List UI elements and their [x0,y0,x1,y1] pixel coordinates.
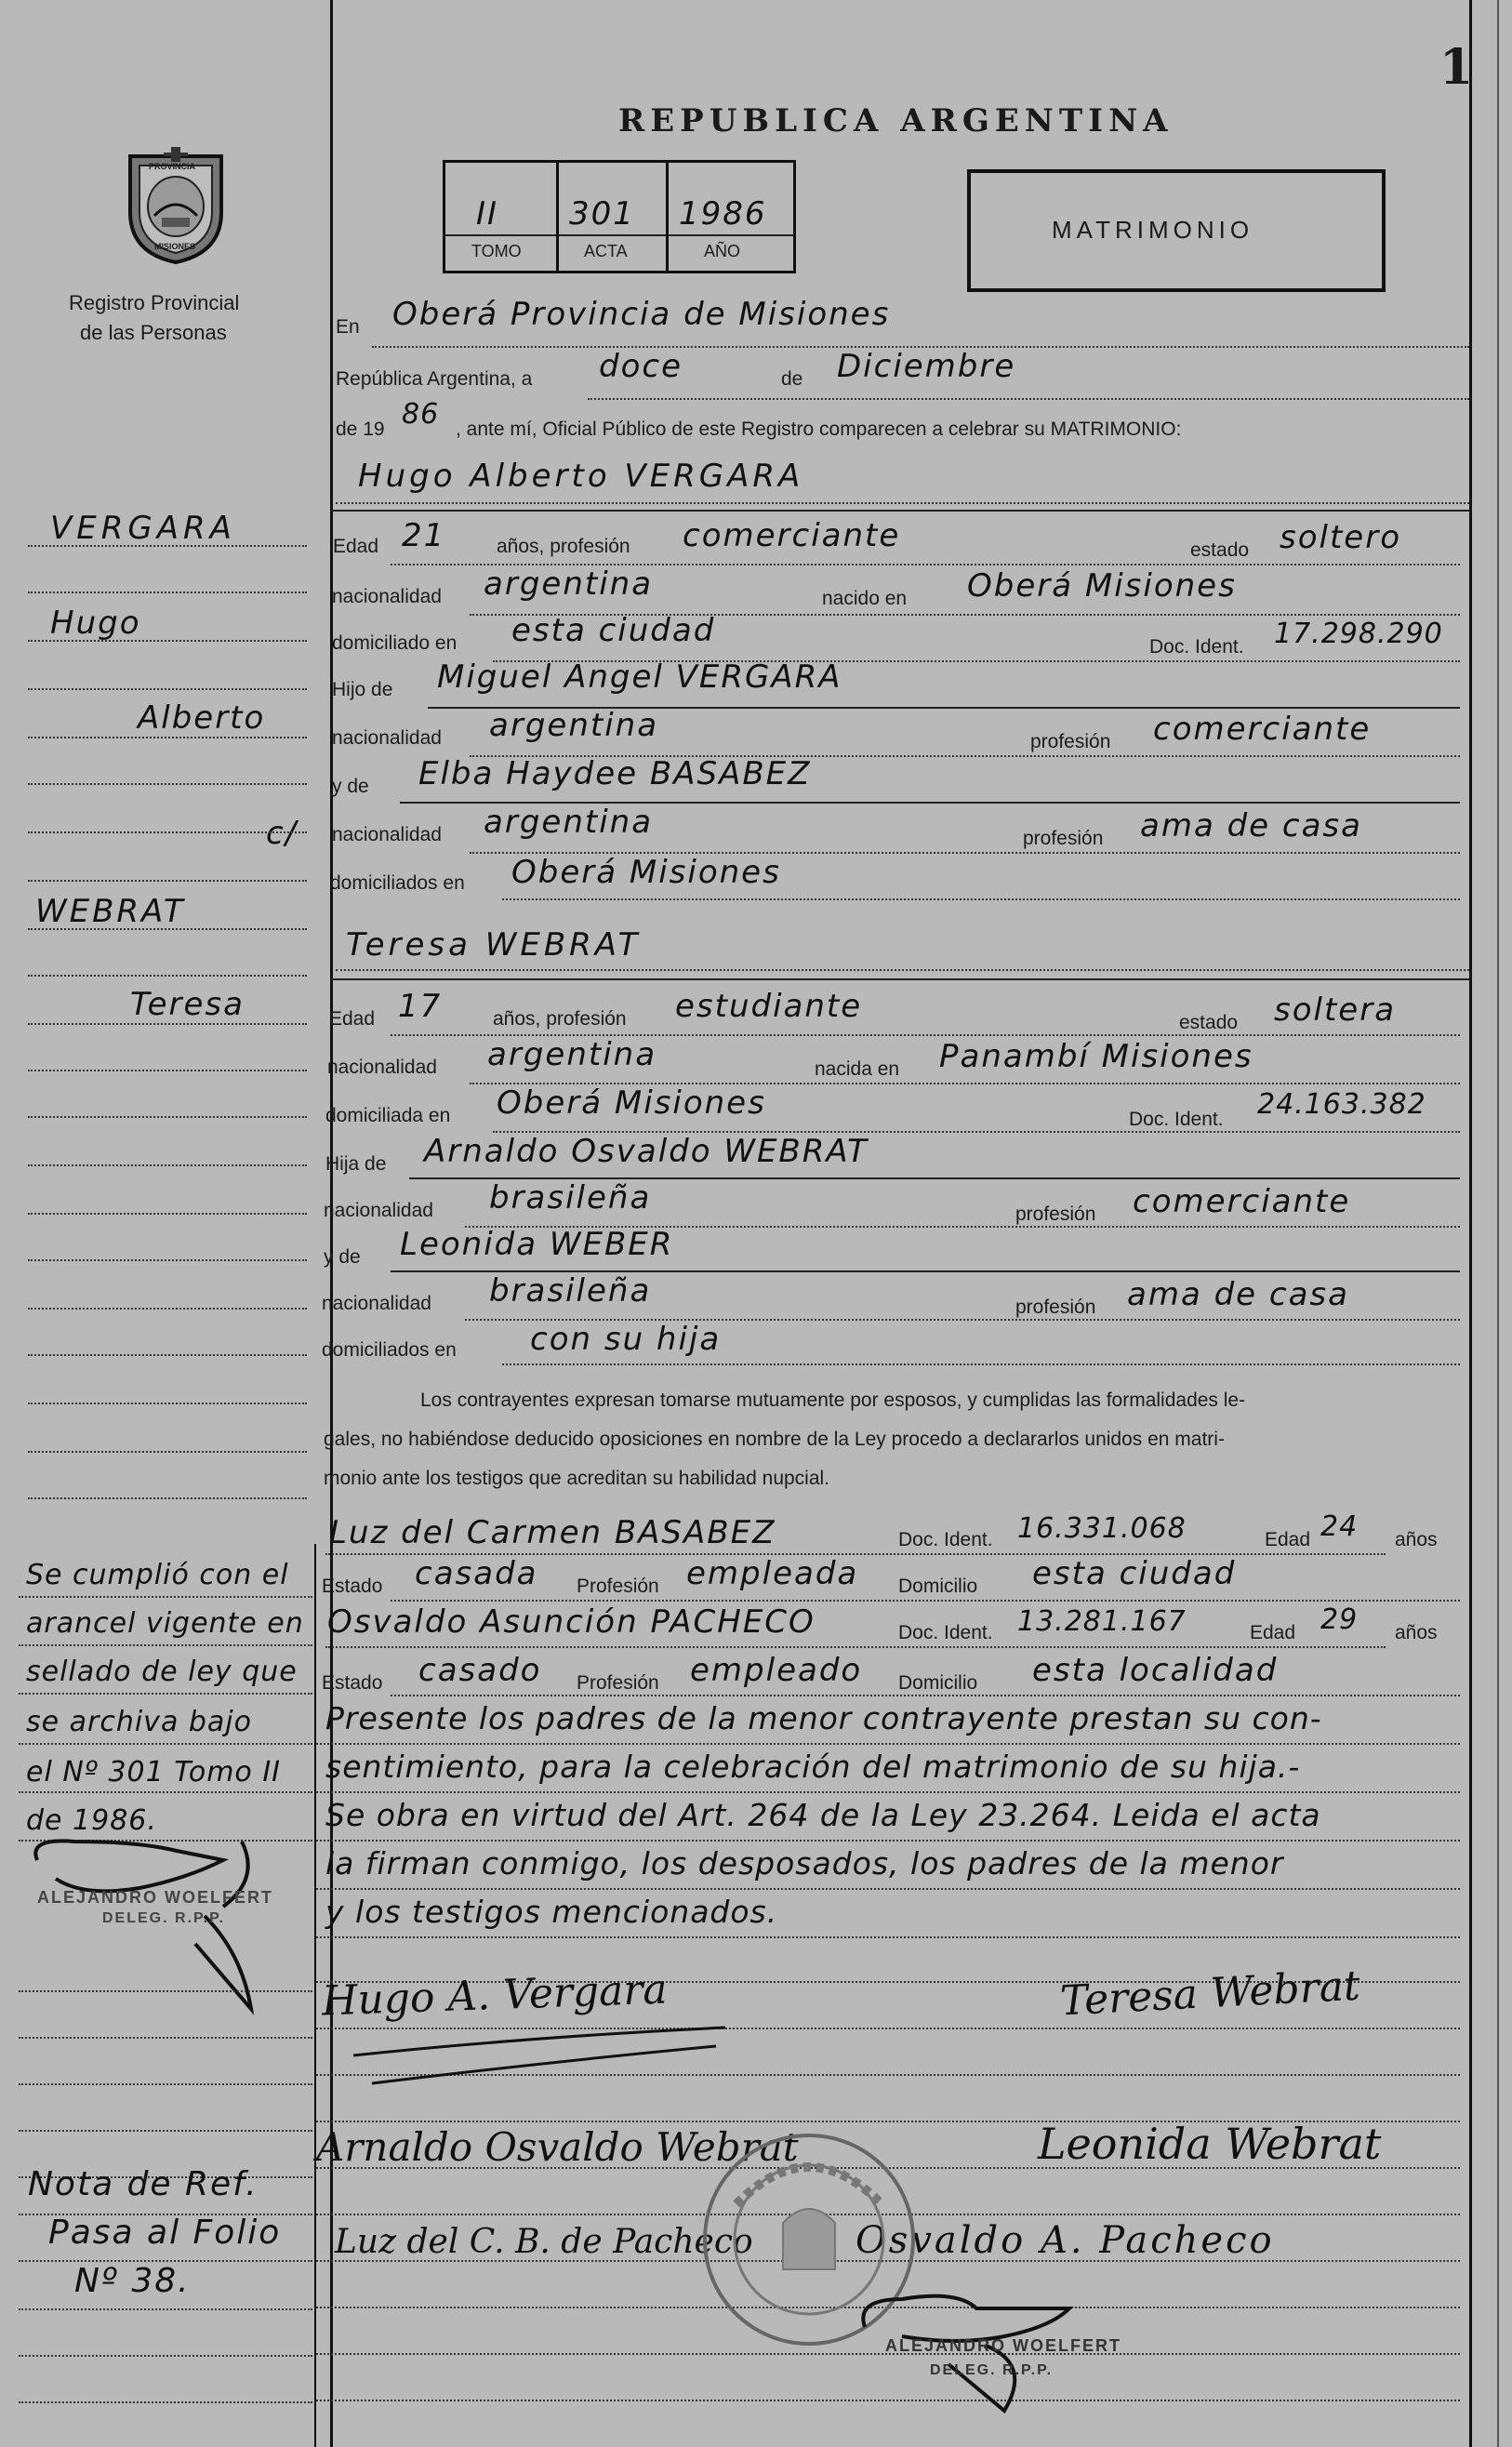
margin-official-stamp: ALEJANDRO WOELFERT [37,1888,273,1907]
groom-edad-label: Edad [333,536,379,557]
bride-mother-prof-label: profesión [1015,1297,1096,1318]
bride-profession: estudiante [675,988,863,1025]
margin-stamp-note-1: Se cumplió con el [26,1559,289,1591]
note-line-1: Presente los padres de la menor contrayente prestan su con- [325,1700,1322,1736]
witness2-domicile: esta localidad [1032,1652,1279,1689]
margin-note-title: Nota de Ref. [28,2165,259,2203]
groom-domicile: esta ciudad [511,612,716,649]
bride-father-prof-label: profesión [1015,1204,1096,1225]
bride-father-signature: Arnaldo Osvaldo Webrat [316,2124,799,2170]
witness1-prof-label: Profesión [577,1576,659,1597]
intro-place: Oberá Provincia de Misiones [392,296,891,333]
bride-profesion-label: años, profesión [493,1008,627,1030]
witness2-edad-label: Edad [1250,1622,1296,1643]
groom-full-name: Hugo Alberto VERGARA [358,458,804,495]
groom-father-profession: comerciante [1153,711,1372,748]
note-line-2: sentimiento, para la celebración del matrimonio de su hija.- [325,1749,1301,1785]
republic-title: REPUBLICA ARGENTINA [618,102,1174,140]
groom-father-nat-label: nacionalidad [332,727,442,749]
margin-stamp-note-6: de 1986. [26,1804,157,1837]
note-line-3: Se obra en virtud del Art. 264 de la Ley 23.264. Leida el acta [325,1797,1321,1833]
groom-doc-label: Doc. Ident. [1149,636,1244,658]
margin-note-number: Nº 38. [74,2262,191,2300]
bride-father-profession: comerciante [1133,1183,1351,1220]
witness1-name: Luz del Carmen BASABEZ [329,1514,776,1551]
note-line-4: la firman conmigo, los desposados, los padres de la menor [325,1845,1284,1882]
bride-yde-label: y de [324,1246,361,1268]
witness2-doc: 13.281.167 [1017,1605,1187,1638]
witness1-edad-label: Edad [1265,1529,1311,1550]
margin-groom-surname: VERGARA [50,510,236,547]
groom-father: Miguel Angel VERGARA [437,658,842,696]
tomo-value: II [476,195,499,233]
witness2-name: Osvaldo Asunción PACHECO [327,1603,816,1641]
witness2-anos-label: años [1395,1622,1438,1643]
declaration-line-2: gales, no habiéndose deducido oposiciones en nombre de la Ley procedo a declararlos unidos en matri- [324,1429,1225,1450]
witness2-age: 29 [1320,1603,1359,1636]
bride-parents-dom-label: domiciliados en [322,1339,457,1361]
bride-parents-domicile: con su hija [530,1321,722,1358]
left-margin-rule [330,0,333,2447]
groom-doc: 17.298.290 [1274,618,1443,650]
intro-month: Diciembre [837,348,1016,385]
margin-stamp-note-4: se archiva bajo [26,1706,252,1738]
declaration-line-1: Los contrayentes expresan tomarse mutuamente por esposos, y cumplidas las formalidades le- [420,1390,1246,1411]
bride-nationality: argentina [487,1036,657,1073]
groom-mother: Elba Haydee BASABEZ [418,755,812,792]
witness1-signature: Luz del C. B. de Pacheco [335,2223,753,2261]
bride-hija-label: Hija de [325,1153,387,1175]
groom-father-prof-label: profesión [1030,731,1111,752]
margin-official-stamp-sub: DELEG. R.P.P. [102,1910,226,1926]
groom-signature-underline [344,2018,744,2093]
margin-stamp-note-2: arancel vigente en [26,1607,304,1640]
margin-bride-first: Teresa [130,986,245,1023]
bride-father: Arnaldo Osvaldo WEBRAT [424,1133,869,1170]
groom-mother-nat-label: nacionalidad [332,824,442,845]
bride-father-nat-label: nacionalidad [324,1200,433,1221]
margin-note-line: Pasa al Folio [48,2214,282,2252]
groom-yde-label: y de [332,776,369,797]
witness2-signature: Osvaldo A. Pacheco [855,2219,1275,2262]
groom-age: 21 [402,517,446,554]
intro-de-label: de [781,368,803,390]
groom-hijo-label: Hijo de [332,679,393,700]
bride-estado-label: estado [1179,1012,1239,1033]
witness2-dom-label: Domicilio [898,1672,978,1694]
groom-mother-prof-label: profesión [1023,828,1104,849]
margin-groom-first: Hugo [50,605,141,642]
bride-edad-label: Edad [329,1008,376,1030]
groom-profession: comerciante [683,517,901,554]
bride-domicile: Oberá Misiones [497,1084,766,1122]
margin-bride-surname: WEBRAT [35,893,186,930]
witness1-profession: empleada [686,1555,859,1592]
witness1-doc: 16.331.068 [1017,1512,1187,1545]
bride-father-nationality: brasileña [489,1179,652,1217]
witness1-status: casada [415,1555,538,1592]
intro-statement: , ante mí, Oficial Público de este Registro comparecen a celebrar su MATRIMONIO: [456,419,1182,440]
witness2-status: casado [418,1652,542,1689]
groom-profesion-label: años, profesión [497,536,630,557]
groom-dom-label: domiciliado en [332,632,458,654]
bride-full-name: Teresa WEBRAT [346,926,642,964]
declaration-line-3: monio ante los testigos que acreditan su habilidad nupcial. [324,1468,830,1489]
year-prefix: de 19 [336,419,385,440]
groom-nationality: argentina [484,565,654,603]
witness2-prof-label: Profesión [577,1672,659,1694]
registry-line-2: de las Personas [80,321,227,344]
acta-value: 301 [569,195,635,233]
crest-text-bottom: MISIONES [154,242,196,251]
witness1-doc-label: Doc. Ident. [898,1529,993,1550]
groom-parents-domicile: Oberá Misiones [511,854,781,891]
intro-day: doce [599,348,683,385]
bride-status: soltera [1274,991,1397,1029]
bride-dom-label: domiciliada en [325,1105,451,1126]
bride-age: 17 [398,988,443,1025]
bride-mother: Leonida WEBER [400,1226,674,1263]
margin-stamp-note-3: sellado de ley que [26,1656,298,1688]
witness1-dom-label: Domicilio [898,1576,978,1597]
witness1-estado-label: Estado [322,1576,383,1597]
bride-doc: 24.163.382 [1257,1088,1426,1121]
bride-mother-nationality: brasileña [489,1272,652,1310]
groom-father-nationality: argentina [489,707,659,744]
groom-mother-profession: ama de casa [1140,807,1362,844]
margin-stamp-note-5: el Nº 301 Tomo II [26,1756,282,1789]
groom-nat-label: nacionalidad [332,586,442,607]
margin-conj: c/ [266,815,298,852]
groom-birthplace: Oberá Misiones [967,567,1237,605]
ano-value: 1986 [679,195,767,233]
margin-groom-middle: Alberto [138,699,266,737]
en-label: En [336,316,360,338]
republica-label: República Argentina, a [336,368,533,390]
groom-estado-label: estado [1190,539,1250,561]
official-stamp: ALEJANDRO WOELFERT [885,2336,1121,2355]
registry-line-1: Registro Provincial [69,291,240,314]
bride-doc-label: Doc. Ident. [1129,1109,1224,1130]
official-stamp-sub: DELEG. R.P.P. [930,2362,1054,2378]
right-edge-rule [1497,0,1499,2447]
witness2-doc-label: Doc. Ident. [898,1622,993,1643]
bride-nacida-label: nacida en [815,1058,900,1080]
bride-birthplace: Panambí Misiones [939,1038,1253,1075]
year-suffix: 86 [402,398,440,431]
page-number: 1 [1439,39,1474,96]
crest-text-top: PROVINCIA [149,162,196,171]
witness2-profession: empleado [690,1652,863,1689]
groom-status: soltero [1280,519,1401,556]
tomo-label: TOMO [471,242,522,260]
witness1-domicile: esta ciudad [1032,1555,1237,1592]
groom-signature: Hugo A. Vergara [321,1965,669,2026]
province-crest [117,138,234,264]
witness1-anos-label: años [1395,1529,1438,1550]
groom-mother-nationality: argentina [484,804,654,841]
groom-nacido-label: nacido en [822,588,908,609]
record-type-label: MATRIMONIO [1052,216,1254,244]
groom-parents-dom-label: domiciliados en [330,872,465,894]
bride-nat-label: nacionalidad [327,1057,437,1078]
ano-label: AÑO [704,242,741,260]
bride-mother-signature: Leonida Webrat [1038,2119,1382,2169]
right-margin-rule [1469,0,1472,2447]
acta-label: ACTA [584,242,628,260]
witness2-estado-label: Estado [322,1672,383,1694]
bride-mother-profession: ama de casa [1127,1276,1349,1313]
note-line-5: y los testigos mencionados. [325,1894,778,1930]
bride-signature: Teresa Webrat [1058,1962,1361,2026]
bride-mother-nat-label: nacionalidad [322,1293,431,1314]
witness1-age: 24 [1320,1510,1359,1543]
